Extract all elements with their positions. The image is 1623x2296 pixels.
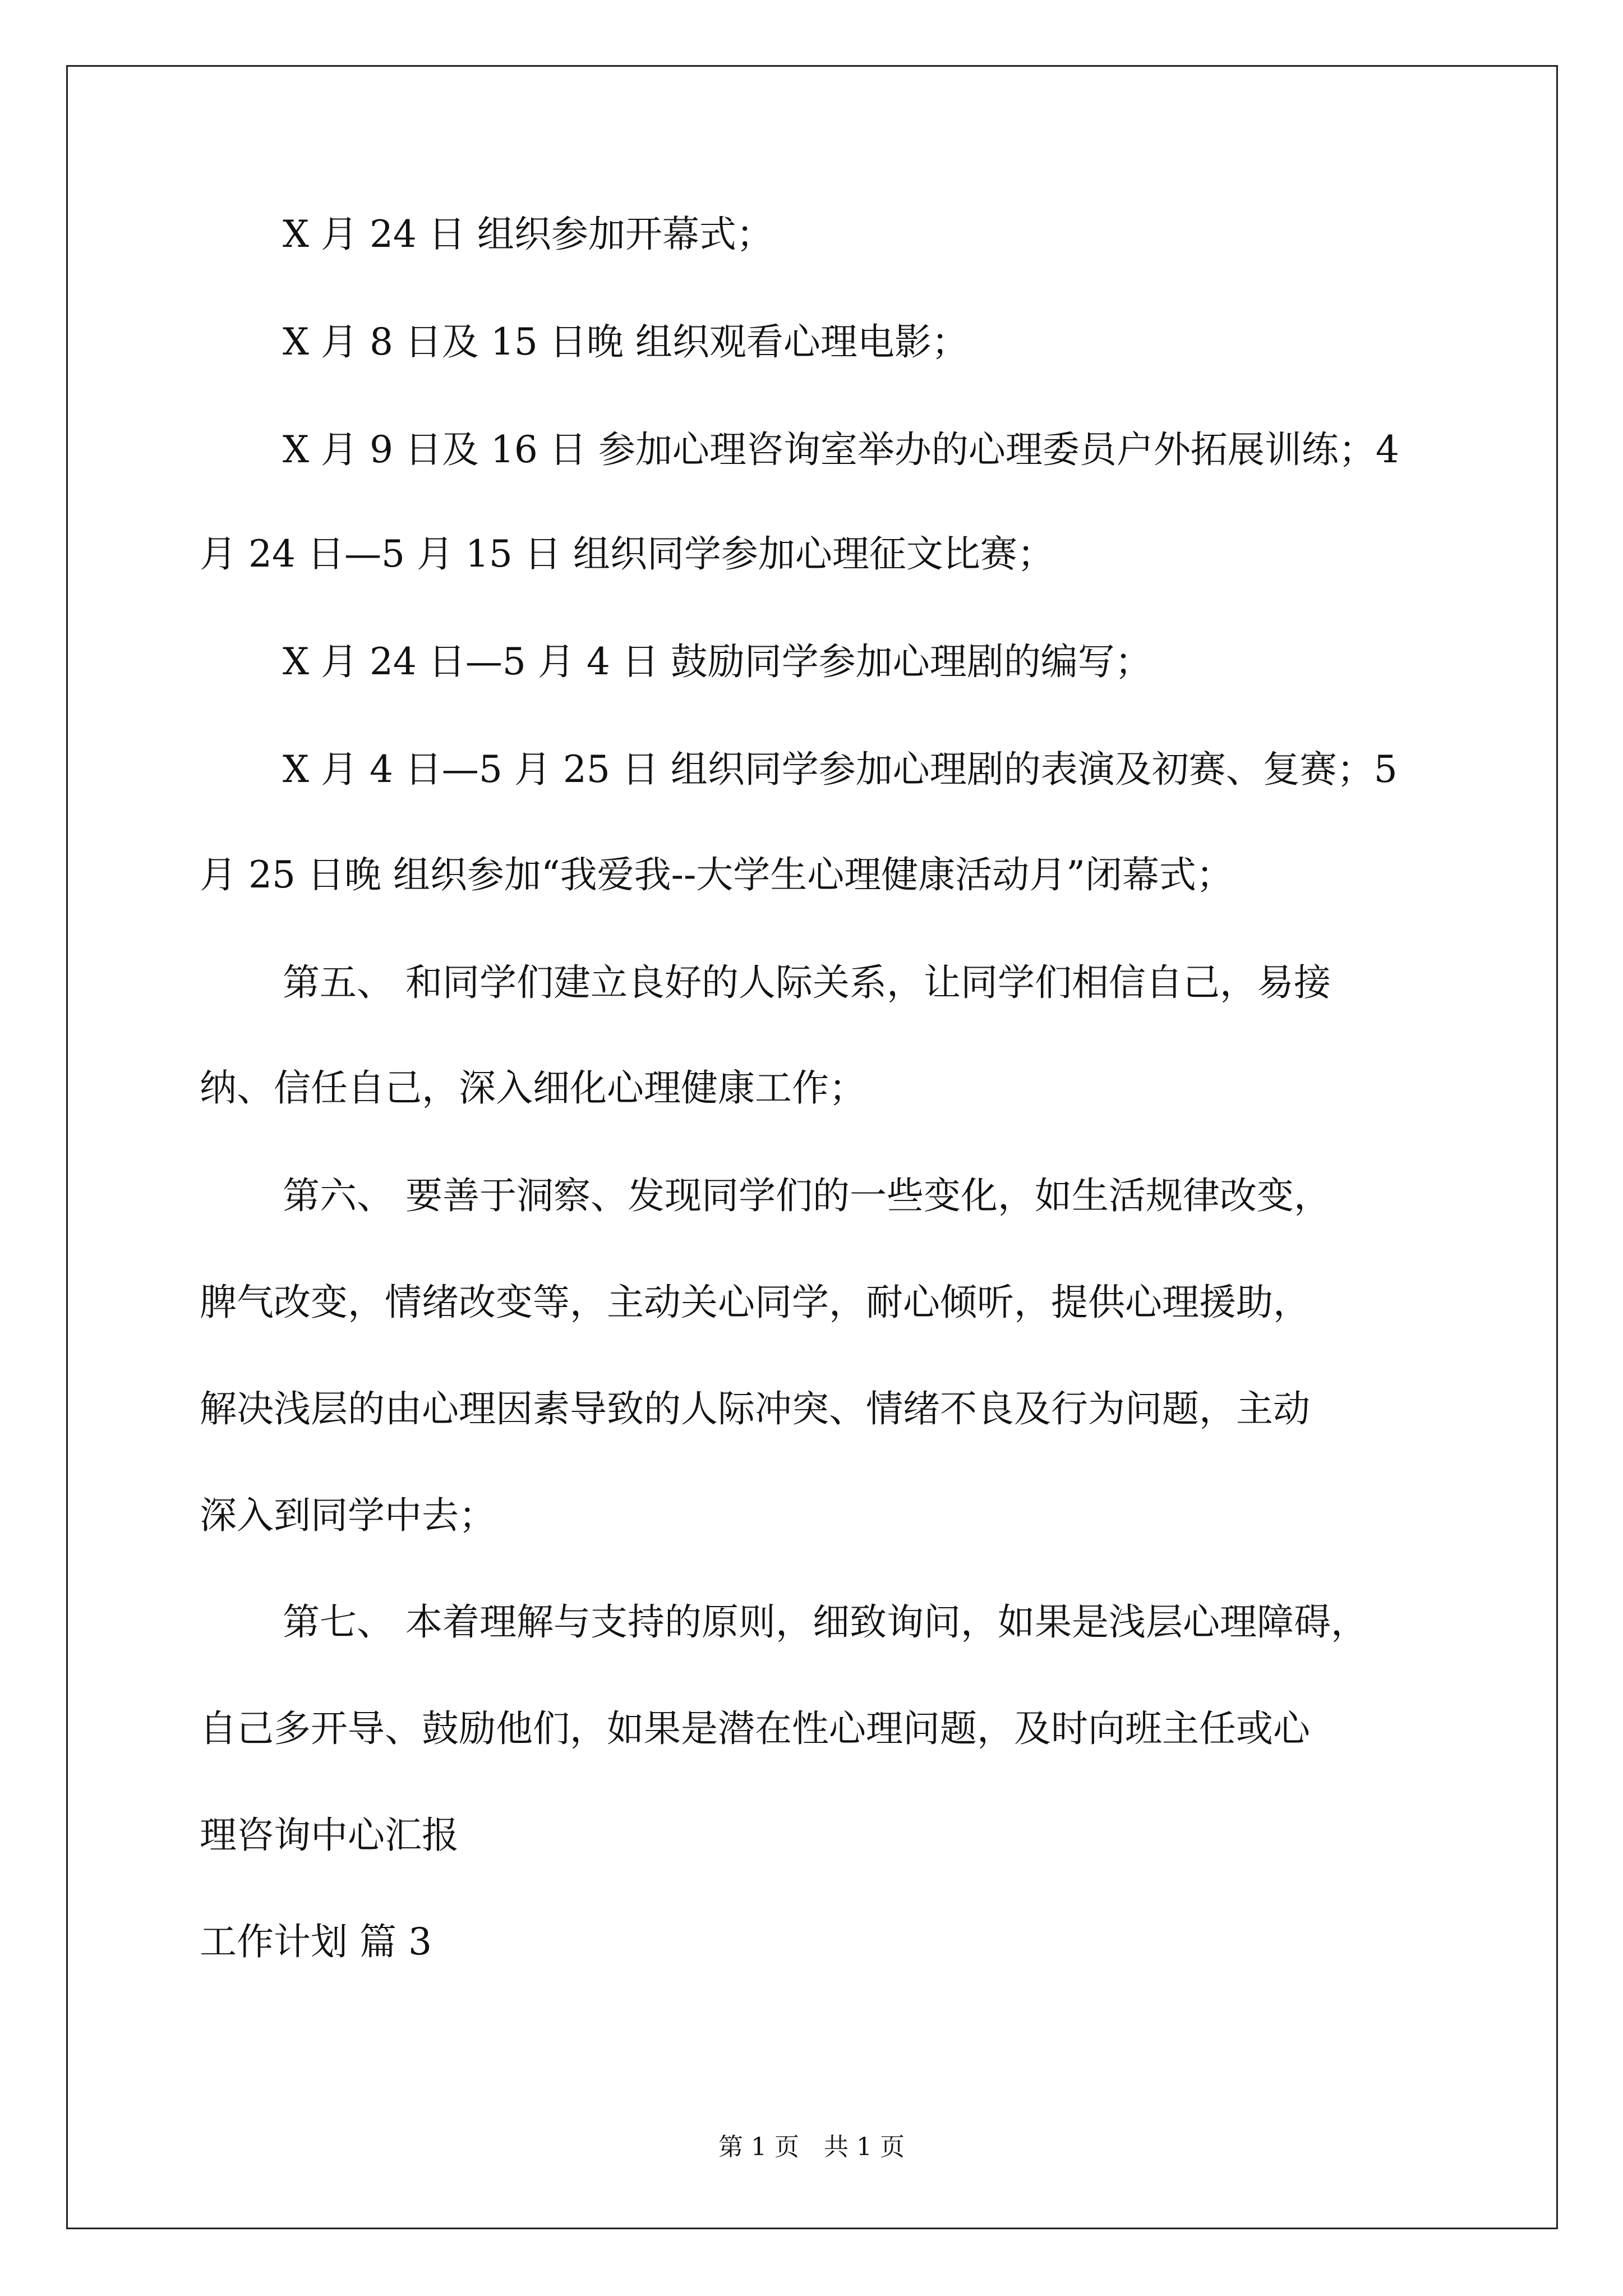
paragraph-line: X 月 8 日及 15 日晚 组织观看心理电影； xyxy=(283,320,969,364)
page-border xyxy=(66,65,1558,2229)
paragraph-line: X 月 24 日 组织参加开幕式； xyxy=(283,213,773,256)
paragraph-line: 第五、 和同学们建立良好的人际关系，让同学们相信自己，易接 xyxy=(283,961,1331,1004)
section-heading: 工作计划 篇 3 xyxy=(200,1920,432,1963)
paragraph-line: X 月 24 日—5 月 4 日 鼓励同学参加心理剧的编写； xyxy=(283,640,1152,683)
page-footer: 第 1 页 共 1 页 xyxy=(718,2133,905,2161)
paragraph-line: 解决浅层的由心理因素导致的人际冲突、情绪不良及行为问题，主动 xyxy=(200,1387,1310,1430)
paragraph-line: 月 24 日—5 月 15 日 组织同学参加心理征文比赛； xyxy=(200,532,1054,576)
paragraph-line: 深入到同学中去； xyxy=(200,1494,496,1537)
paragraph-line: X 月 9 日及 16 日 参加心理咨询室举办的心理委员户外拓展训练；4 xyxy=(283,428,1399,471)
paragraph-line: 自己多开导、鼓励他们，如果是潜在性心理问题，及时向班主任或心 xyxy=(200,1707,1310,1750)
paragraph-line: 纳、信任自己，深入细化心理健康工作； xyxy=(200,1066,866,1110)
paragraph-line: 第六、 要善于洞察、发现同学们的一些变化，如生活规律改变， xyxy=(283,1174,1331,1217)
paragraph-line: 月 25 日晚 组织参加“我爱我--大学生心理健康活动月”闭幕式； xyxy=(200,853,1234,896)
paragraph-line: 脾气改变，情绪改变等，主动关心同学，耐心倾听，提供心理援助， xyxy=(200,1281,1310,1324)
paragraph-line: 理咨询中心汇报 xyxy=(200,1814,459,1857)
paragraph-line: 第七、 本着理解与支持的原则，细致询问，如果是浅层心理障碍， xyxy=(283,1600,1368,1644)
paragraph-line: X 月 4 日—5 月 25 日 组织同学参加心理剧的表演及初赛、复赛；5 xyxy=(283,748,1398,791)
